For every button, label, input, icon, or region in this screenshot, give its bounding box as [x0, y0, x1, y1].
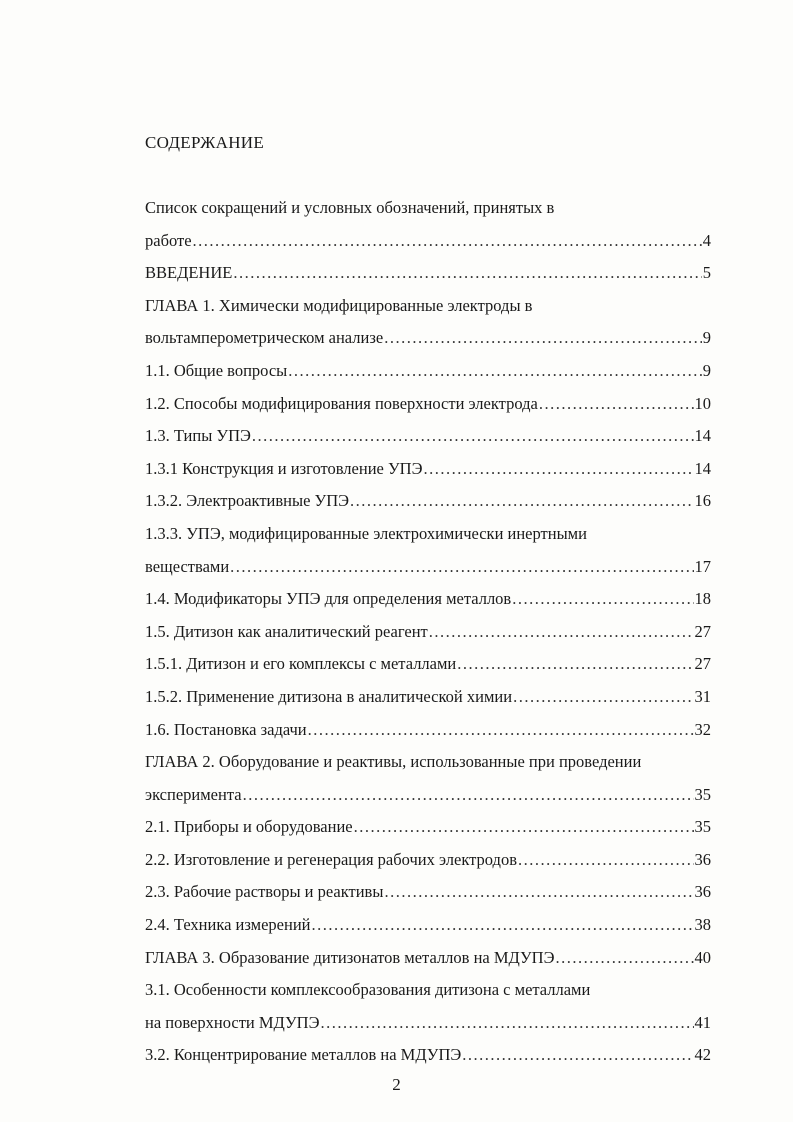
- toc-entry: [145, 485, 711, 518]
- toc-entry-title: 2.3. Рабочие растворы и реактивы: [145, 882, 384, 902]
- toc-entry: [145, 257, 711, 290]
- toc-entry-title: 2.1. Приборы и оборудование: [145, 817, 353, 837]
- toc-page-number: 9: [702, 328, 711, 348]
- toc-entry: [145, 225, 711, 258]
- toc-leader-dots: [423, 453, 693, 486]
- toc-entry: [145, 388, 711, 421]
- toc-page-number: 17: [694, 556, 711, 576]
- toc-entry: [145, 551, 711, 584]
- toc-leader-dots: [243, 779, 694, 812]
- toc-entry-title-line: ГЛАВА 2. Оборудование и реактивы, использованные при проведении: [145, 752, 642, 772]
- toc-entry-title: работе: [145, 230, 192, 250]
- toc-page-number: 35: [694, 817, 711, 837]
- toc-entry-title: 1.1. Общие вопросы: [145, 360, 288, 380]
- toc-page-number: 38: [694, 915, 711, 935]
- toc-leader-dots: [462, 1039, 693, 1072]
- page-title: СОДЕРЖАНИЕ: [145, 133, 265, 152]
- toc-entry: [145, 322, 711, 355]
- toc-leader-dots: [539, 388, 694, 421]
- toc-page-number: 9: [702, 360, 711, 380]
- toc-leader-dots: [230, 551, 693, 584]
- toc-leader-dots: [384, 876, 693, 909]
- toc-page-number: 31: [694, 686, 711, 706]
- toc-entry-title-line: Список сокращений и условных обозначений, принятых в: [145, 198, 555, 217]
- toc-page-number: 16: [694, 491, 711, 511]
- toc-entry: [145, 876, 711, 909]
- toc-entry-title: ГЛАВА 3. Образование дитизонатов металлов на МДУПЭ: [145, 947, 555, 967]
- toc-entry: [145, 681, 711, 714]
- toc-page-number: 14: [694, 458, 711, 478]
- toc-page-number: 42: [694, 1045, 711, 1065]
- toc-entry-title: 2.4. Техника измерений: [145, 915, 311, 935]
- toc-entry: [145, 1007, 711, 1040]
- toc-entry: [145, 453, 711, 486]
- toc-page-number: 14: [694, 426, 711, 446]
- toc-entry-title: эксперимента: [145, 784, 242, 804]
- toc-page-number: 10: [694, 393, 711, 413]
- toc-page-number: 4: [702, 230, 711, 250]
- toc-entry: [145, 844, 711, 877]
- toc-entry: [145, 714, 711, 747]
- toc-leader-dots: [512, 583, 693, 616]
- toc-entry-title: 1.5.1. Дитизон и его комплексы с металлами: [145, 654, 457, 674]
- toc-leader-dots: [233, 257, 701, 290]
- toc-entry-title: 2.2. Изготовление и регенерация рабочих электродов: [145, 849, 517, 869]
- toc-entry: [145, 779, 711, 812]
- toc-entry-title: вольтамперометрическом анализе: [145, 328, 384, 348]
- toc-entry-title: 1.2. Способы модифицирования поверхности электрода: [145, 393, 538, 413]
- toc-leader-dots: [308, 714, 694, 747]
- toc-page-number: 40: [694, 947, 711, 967]
- toc-page-number: 27: [694, 654, 711, 674]
- toc-leader-dots: [429, 616, 694, 649]
- toc-leader-dots: [384, 322, 702, 355]
- toc-entry: [145, 811, 711, 844]
- toc-entry-title: на поверхности МДУПЭ: [145, 1012, 320, 1032]
- toc-entry: [145, 420, 711, 453]
- toc-leader-dots: [354, 811, 694, 844]
- toc-entry-title: 3.2. Концентрирование металлов на МДУПЭ: [145, 1045, 462, 1065]
- toc-entry: [145, 355, 711, 388]
- toc-entry-title: 1.3.2. Электроактивные УПЭ: [145, 491, 350, 511]
- toc-page-number: 5: [702, 263, 711, 283]
- toc-leader-dots: [312, 909, 694, 942]
- toc-page-number: 35: [694, 784, 711, 804]
- toc-page-number: 18: [694, 589, 711, 609]
- table-of-contents: [145, 192, 711, 1072]
- toc-entry-title: веществами: [145, 556, 230, 576]
- toc-entry: [145, 909, 711, 942]
- toc-leader-dots: [555, 942, 693, 975]
- toc-entry-title: 1.6. Постановка задачи: [145, 719, 307, 739]
- toc-entry-title-line: 1.3.3. УПЭ, модифицированные электрохимически инертными: [145, 523, 587, 543]
- toc-entry: [145, 616, 711, 649]
- page-number: 2: [392, 1075, 401, 1094]
- toc-leader-dots: [457, 648, 693, 681]
- toc-page-number: 41: [694, 1012, 711, 1032]
- toc-entry: [145, 648, 711, 681]
- toc-entry: [145, 583, 711, 616]
- toc-entry-title: 1.5.2. Применение дитизона в аналитической химии: [145, 686, 513, 706]
- toc-entry-title: 1.4. Модификаторы УПЭ для определения металлов: [145, 589, 512, 609]
- toc-page-number: 32: [694, 719, 711, 739]
- toc-entry: [145, 1039, 711, 1072]
- toc-entry-title-line: ГЛАВА 1. Химически модифицированные электроды в: [145, 295, 533, 315]
- toc-entry-title: 1.3. Типы УПЭ: [145, 426, 251, 446]
- toc-leader-dots: [193, 225, 702, 258]
- toc-leader-dots: [288, 355, 702, 388]
- toc-entry-title: 1.3.1 Конструкция и изготовление УПЭ: [145, 458, 423, 478]
- toc-leader-dots: [518, 844, 694, 877]
- toc-leader-dots: [350, 485, 693, 518]
- toc-leader-dots: [252, 420, 694, 453]
- toc-page-number: 36: [694, 882, 711, 902]
- toc-page-number: 27: [694, 621, 711, 641]
- toc-entry-title-line: 3.1. Особенности комплексообразования дитизона с металлами: [145, 980, 591, 1000]
- toc-page-number: 36: [694, 849, 711, 869]
- toc-entry: [145, 942, 711, 975]
- toc-leader-dots: [320, 1007, 693, 1040]
- toc-entry-title: 1.5. Дитизон как аналитический реагент: [145, 621, 428, 641]
- toc-leader-dots: [513, 681, 693, 714]
- toc-entry-title: ВВЕДЕНИЕ: [145, 263, 233, 283]
